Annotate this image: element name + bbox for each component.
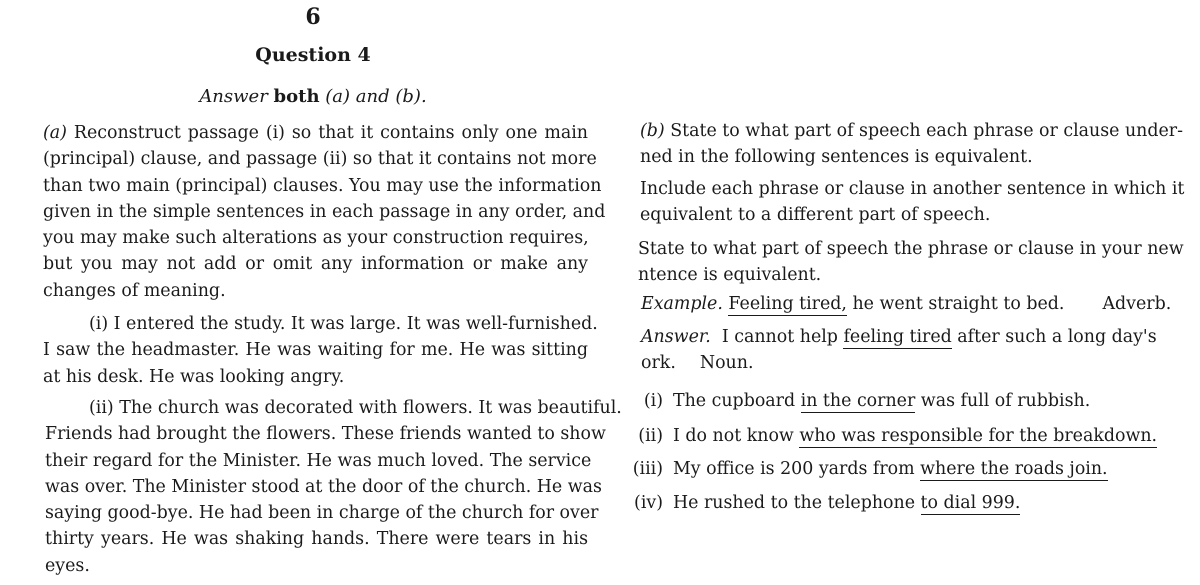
part-b-state <box>638 236 1184 289</box>
instr-both: both <box>273 86 320 107</box>
state-line: ntence is equivalent. <box>638 265 822 286</box>
item-number: (i) <box>643 391 663 411</box>
part-a-label: (a) <box>43 123 67 143</box>
part-b-include <box>640 176 1185 229</box>
passage-ii-line: their regard for the Minister. He was much loved. The service <box>45 450 592 471</box>
passage-i-line: (i) I entered the study. It was large. It was well-furnished. <box>89 314 598 334</box>
answer-label: Answer. <box>641 327 711 347</box>
part-a-line: than two main (principal) clauses. You may use the information <box>43 175 602 196</box>
item-number: (iv) <box>634 493 663 513</box>
item-underlined: where the roads join. <box>920 459 1108 479</box>
part-b-label: (b) <box>640 121 665 141</box>
page-number: 6 <box>305 4 321 30</box>
answer-part: Noun. <box>699 353 754 374</box>
example-part: Adverb. <box>1102 294 1172 314</box>
item-underlined: to dial 999. <box>920 493 1021 513</box>
item-underlined: who was responsible for the breakdown. <box>799 426 1158 446</box>
list-item: (iii) My office is 200 yards from where the roads join. <box>623 459 1108 479</box>
part-a-line: changes of meaning. <box>43 280 226 301</box>
instr-and: and <box>355 86 390 107</box>
passage-ii-line: (ii) The church was decorated with flowers. It was beautiful. <box>89 398 622 418</box>
part-a-line: (principal) clause, and passage (ii) so that it contains not more <box>43 149 597 170</box>
list-item: (ii) I do not know who was responsible for the breakdown. <box>623 426 1157 446</box>
part-a-instructions <box>43 120 606 304</box>
include-line: Include each phrase or clause in another sentence in which it <box>640 179 1185 199</box>
passage-i-line: at his desk. He was looking angry. <box>43 366 345 387</box>
example-underlined: Feeling tired, <box>728 294 847 314</box>
passage-ii <box>45 395 622 579</box>
example-label: Example. <box>641 294 723 314</box>
example-rest: he went straight to bed. <box>846 294 1065 314</box>
instr-b: (b). <box>395 86 427 107</box>
question-title: Question 4 <box>255 44 371 66</box>
passage-ii-line: saying good-bye. He had been in charge of the church for over <box>45 503 599 524</box>
passage-i <box>43 311 598 390</box>
part-a-line: you may make such alterations as your construction requires, <box>43 228 589 249</box>
passage-ii-line: Friends had brought the flowers. These friends wanted to show <box>45 424 606 445</box>
passage-ii-line: thirty years. He was shaking hands. There were tears in his <box>45 529 588 550</box>
example-line <box>641 294 1171 314</box>
part-a-line: (a) Reconstruct passage (i) so that it contains only one main <box>43 123 588 143</box>
part-a-line: given in the simple sentences in each passage in any order, and <box>43 201 606 222</box>
answer-line2: ork. <box>641 353 676 374</box>
answer-instruction <box>0 86 626 107</box>
instr-answer: Answer <box>199 86 268 107</box>
answer-block: Answer. I cannot help feeling tired after such a long day's ork. Noun. <box>641 327 1157 374</box>
list-item: (iv) He rushed to the telephone to dial 999. <box>623 493 1020 513</box>
answer-underlined: feeling tired <box>843 327 952 347</box>
part-b-line: ned in the following sentences is equivalent. <box>640 147 1033 168</box>
include-line: equivalent to a different part of speech. <box>640 205 991 226</box>
part-a-line: but you may not add or omit any information or make any <box>43 254 588 275</box>
item-number: (ii) <box>638 426 663 446</box>
part-b-line: (b) State to what part of speech each phrase or clause under- <box>640 121 1183 141</box>
part-b-instructions <box>640 118 1183 171</box>
item-underlined: in the corner <box>800 391 916 411</box>
list-item: (i) The cupboard in the corner was full of rubbish. <box>623 391 1090 411</box>
state-line: State to what part of speech the phrase or clause in your new <box>638 239 1184 259</box>
passage-i-line: I saw the headmaster. He was waiting for me. He was sitting <box>43 340 588 361</box>
passage-ii-line: eyes. <box>45 555 90 576</box>
instr-a: (a) <box>325 86 351 107</box>
item-number: (iii) <box>632 459 663 479</box>
passage-ii-line: was over. The Minister stood at the door of the church. He was <box>45 476 602 497</box>
